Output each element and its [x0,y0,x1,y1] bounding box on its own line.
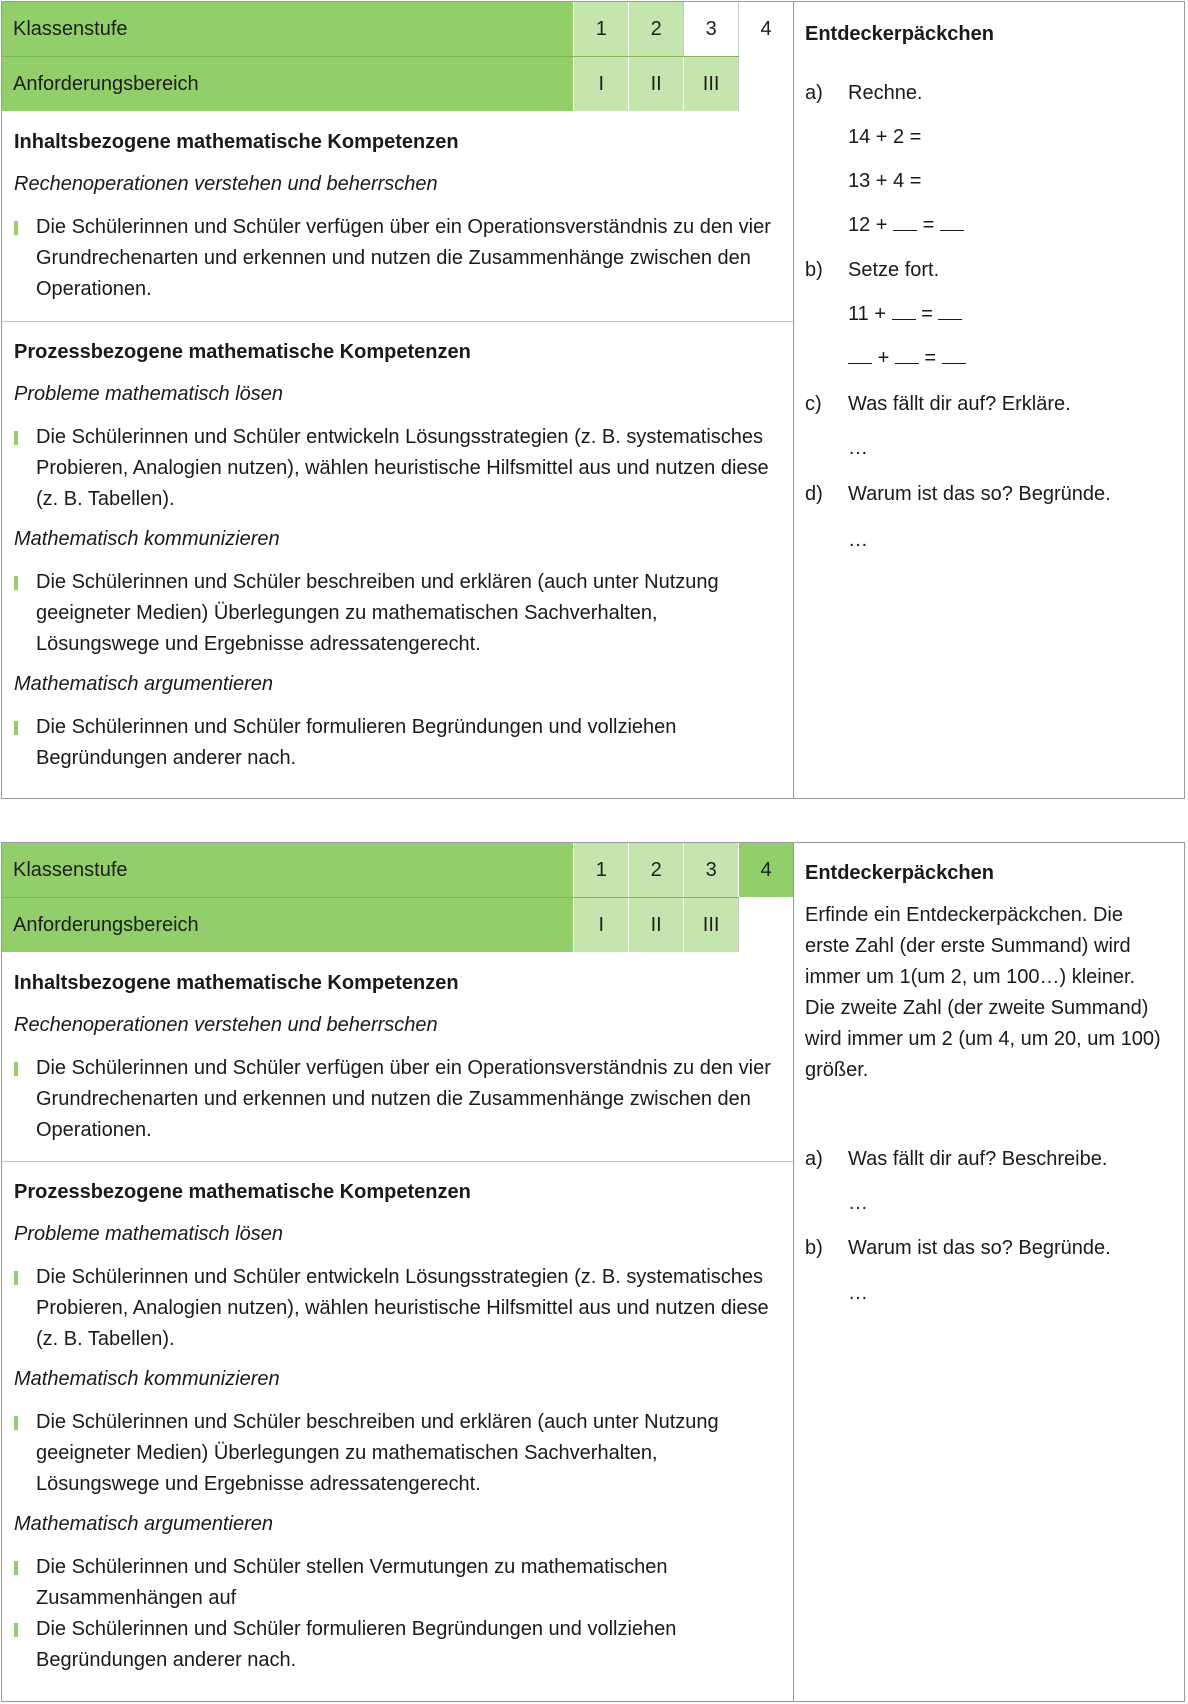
competency-card-2 [1,842,1185,1702]
grade-row [2,2,793,56]
bullet-item: Die Schülerinnen und Schüler beschreiben und erklären (auch unter Nutzung geeigneter Medien) Überlegungen zu mathematischen Sachverhalten, Lösungswege und Ergebnisse adressatengerecht. [14,1407,777,1500]
section-title: Inhaltsbezogene mathematische Kompetenzen [14,131,459,153]
area-label: Anforderungsbereich [2,898,573,952]
area-label: Anforderungsbereich [2,57,573,111]
task-label-a: a) [805,1148,823,1170]
task-label-c: c) [805,393,822,415]
task-text-a: Rechne. [848,82,923,104]
area-empty [738,898,793,952]
task-label-a: a) [805,82,823,104]
equation-start: 11 + [848,303,886,325]
blank-line [940,216,964,231]
grade-label: Klassenstufe [2,843,573,897]
ellipsis: … [848,1282,868,1304]
task-column [793,843,1184,1701]
blank-line [848,349,872,364]
section-subtitle: Mathematisch argumentieren [14,1513,274,1535]
task-label-b: b) [805,259,823,281]
process-competencies [2,338,793,774]
ellipsis: … [848,437,868,459]
section-subtitle: Mathematisch kommunizieren [14,528,280,550]
blank-line [895,349,919,364]
grade-3: 3 [683,2,738,56]
section-divider [2,321,793,322]
task-label-d: d) [805,483,823,505]
equation-start: 12 + [848,214,888,236]
grade-1: 1 [573,2,628,56]
task-title: Entdeckerpäckchen [805,23,994,45]
section-subtitle: Rechenoperationen verstehen und beherrschen [14,1014,438,1036]
competency-card-1 [1,1,1185,799]
grade-4: 4 [738,2,793,56]
equation-1: 14 + 2 = [848,126,922,148]
area-1: I [573,57,628,111]
task-text-a: Was fällt dir auf? Beschreibe. [848,1148,1108,1170]
grade-row [2,843,793,897]
section-divider [2,1161,793,1162]
area-row [2,57,793,111]
task-text-d: Warum ist das so? Begründe. [848,483,1111,505]
equals-sign: = [922,214,935,236]
section-subtitle: Mathematisch kommunizieren [14,1368,280,1390]
equals-sign: = [924,347,937,369]
section-subtitle: Probleme mathematisch lösen [14,383,284,405]
area-2: II [628,57,683,111]
ellipsis: … [848,1192,868,1214]
blank-line [893,216,917,231]
content-competencies [2,128,793,305]
section-subtitle: Probleme mathematisch lösen [14,1223,284,1245]
section-title: Prozessbezogene mathematische Kompetenzen [14,1181,471,1203]
equation-3 [848,211,964,239]
grade-label: Klassenstufe [2,2,573,56]
bullet-item: Die Schülerinnen und Schüler entwickeln Lösungsstrategien (z. B. systematisches Probieren, Analogien nutzen), wählen heuristische Hilfsmittel aus und nutzen diese (z. B. Tabellen). [14,422,777,515]
competency-column [2,2,793,798]
section-subtitle: Mathematisch argumentieren [14,673,274,695]
process-competencies [2,1178,793,1676]
equation-2: 13 + 4 = [848,170,922,192]
ellipsis: … [848,529,868,551]
plus-sign: + [877,347,890,369]
bullet-item: Die Schülerinnen und Schüler formulieren Begründungen und vollziehen Begründungen anderer nach. [14,1614,777,1676]
grade-2: 2 [628,843,683,897]
bullet-item: Die Schülerinnen und Schüler entwickeln Lösungsstrategien (z. B. systematisches Probieren, Analogien nutzen), wählen heuristische Hilfsmittel aus und nutzen diese (z. B. Tabellen). [14,1262,777,1355]
grade-2: 2 [628,2,683,56]
blank-line [892,305,916,320]
content-competencies [2,969,793,1146]
area-3: III [683,57,738,111]
bullet-item: Die Schülerinnen und Schüler formulieren Begründungen und vollziehen Begründungen anderer nach. [14,712,777,774]
bullet-item: Die Schülerinnen und Schüler stellen Vermutungen zu mathematischen Zusammenhängen auf [14,1552,777,1614]
competency-column [2,843,793,1701]
task-text-b: Setze fort. [848,259,940,281]
task-column [793,2,1184,798]
task-label-b: b) [805,1237,823,1259]
bullet-item: Die Schülerinnen und Schüler verfügen über ein Operationsverständnis zu den vier Grundrechenarten und erkennen und nutzen die Zusammenhänge zwischen den Operationen. [14,212,777,305]
task-text-c: Was fällt dir auf? Erkläre. [848,393,1071,415]
area-1: I [573,898,628,952]
grade-1: 1 [573,843,628,897]
area-2: II [628,898,683,952]
section-subtitle: Rechenoperationen verstehen und beherrschen [14,173,438,195]
area-row [2,898,793,952]
blank-line [938,305,962,320]
area-empty [738,57,793,111]
task-text-b: Warum ist das so? Begründe. [848,1237,1111,1259]
area-3: III [683,898,738,952]
blank-line [942,349,966,364]
grade-3: 3 [683,843,738,897]
bullet-item: Die Schülerinnen und Schüler verfügen über ein Operationsverständnis zu den vier Grundrechenarten und erkennen und nutzen die Zusammenhänge zwischen den Operationen. [14,1053,777,1146]
bullet-item: Die Schülerinnen und Schüler beschreiben und erklären (auch unter Nutzung geeigneter Medien) Überlegungen zu mathematischen Sachverhalten, Lösungswege und Ergebnisse adressatengerecht. [14,567,777,660]
grade-4: 4 [738,843,793,897]
equation-5 [848,344,966,372]
task-title: Entdeckerpäckchen [805,862,994,884]
task-intro: Erfinde ein Entdeckerpäckchen. Die erste Zahl (der erste Summand) wird immer um 1(um 2, um 100…) kleiner. Die zweite Zahl (der zweite Summand) wird immer um 2 (um 4, um 20, um 100) größer. [805,904,1161,1081]
section-title: Inhaltsbezogene mathematische Kompetenzen [14,972,459,994]
equation-4 [848,300,962,328]
section-title: Prozessbezogene mathematische Kompetenzen [14,341,471,363]
equals-sign: = [921,303,933,325]
